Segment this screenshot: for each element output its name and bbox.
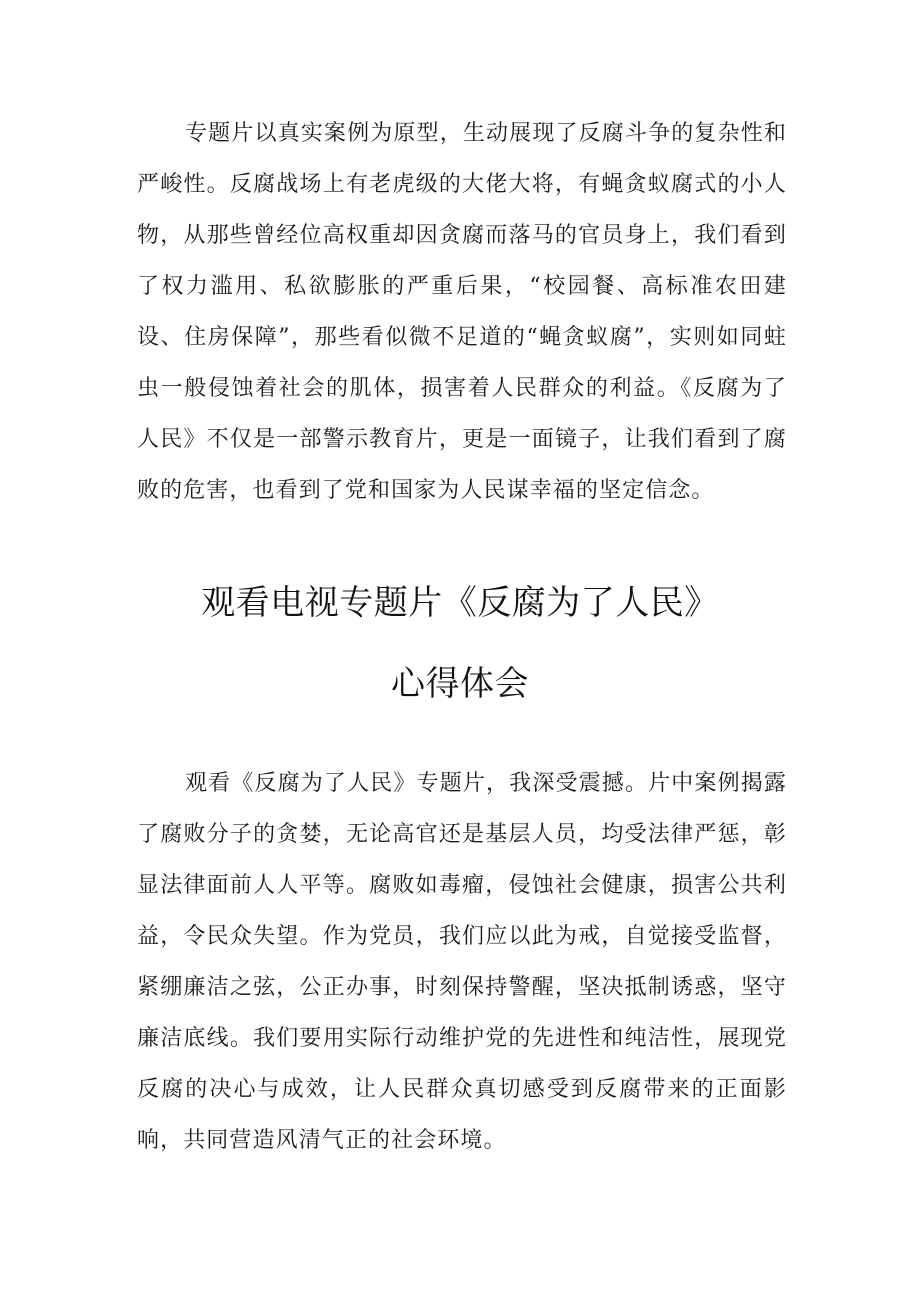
document-title-line-1: 观看电视专题片《反腐为了人民》: [201, 583, 719, 623]
body-paragraph-1: 专题片以真实案例为原型，生动展现了反腐斗争的复杂性和严峻性。反腐战场上有老虎级的大佬大将，有蝇贪蚁腐式的小人物，从那些曾经位高权重却因贪腐而落马的官员身上，我们看到了权力滥用、私欲膨胀的严重后果，“校园餐、高标准农田建设、住房保障”，那些看似微不足道的“蝇贪蚁腐”，实则如同蛀虫一般侵蚀着社会的肌体，损害着人民群众的利益。《反腐为了人民》不仅是一部警示教育片，更是一面镜子，让我们看到了腐败的危害，也看到了党和国家为人民谋幸福的坚定信念。: [137, 121, 787, 503]
document-title-line-2: 心得体会: [391, 664, 529, 704]
body-paragraph-2: 观看《反腐为了人民》专题片，我深受震撼。片中案例揭露了腐败分子的贪婪，无论高官还是基层人员，均受法律严惩，彰显法律面前人人平等。腐败如毒瘤，侵蚀社会健康，损害公共利益，令民众失望。作为党员，我们应以此为戒，自觉接受监督，紧绷廉洁之弦，公正办事，时刻保持警醒，坚决抵制诱惑，坚守廉洁底线。我们要用实际行动维护党的先进性和纯洁性，展现党反腐的决心与成效，让人民群众真切感受到反腐带来的正面影响，共同营造风清气正的社会环境。: [137, 771, 787, 1153]
